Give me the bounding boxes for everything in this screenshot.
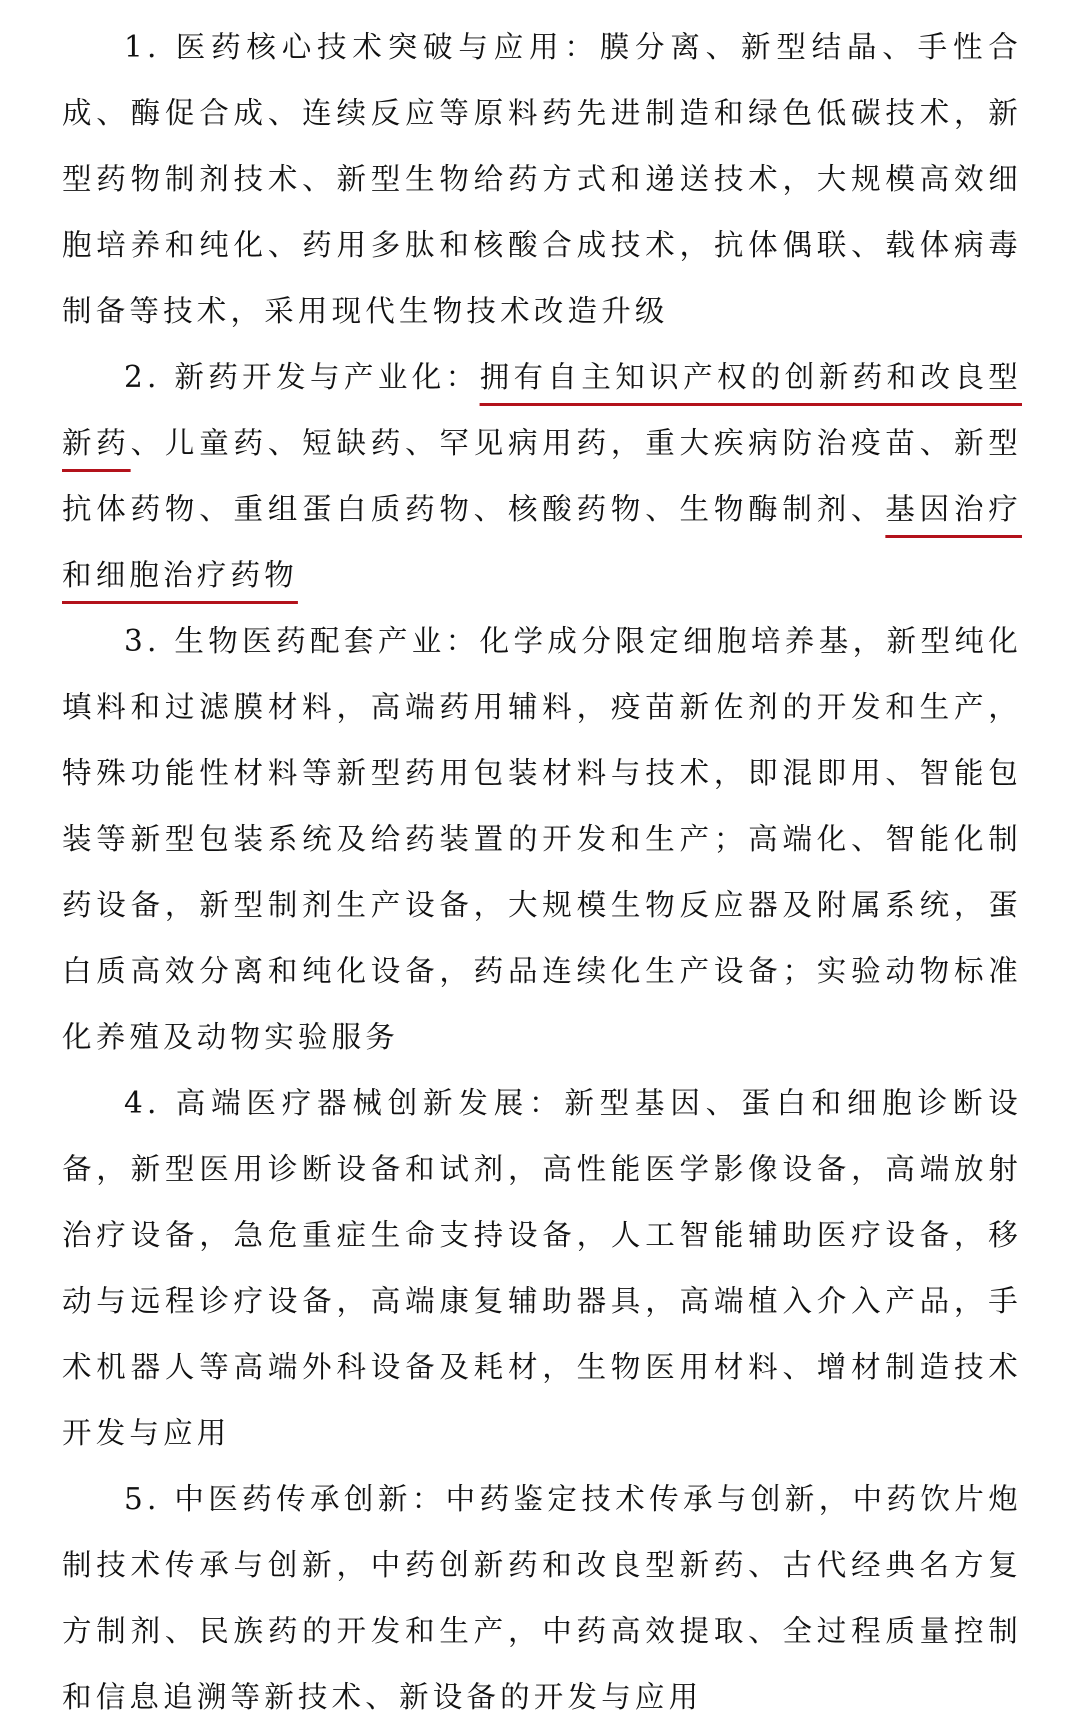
item-2-body: 、儿童药、短缺药、罕见病用药，重大疾病防治疫苗、新型抗体药物、重组蛋白质药物、核酸药物、生物酶制剂、: [62, 426, 1023, 526]
paragraph-item-3: [62, 608, 1022, 1070]
item-3-body: 化学成分限定细胞培养基，新型纯化填料和过滤膜材料，高端药用辅料，疫苗新佐剂的开发和生产，特殊功能性材料等新型药用包装材料与技术，即混即用、智能包装等新型包装系统及给药装置的开发和生产；高端化、智能化制药设备，新型制剂生产设备，大规模生物反应器及附属系统，蛋白质高效分离和纯化设备，药品连续化生产设备；实验动物标准化养殖及动物实验服务: [62, 624, 1022, 1054]
item-2-underlined-text-1: 拥有自主知识产权的创新药和改良型新药: [62, 360, 1022, 460]
item-4-body: 新型基因、蛋白和细胞诊断设备，新型医用诊断设备和试剂，高性能医学影像设备，高端放射治疗设备，急危重症生命支持设备，人工智能辅助医疗设备，移动与远程诊疗设备，高端康复辅助器具，高端植入介入产品，手术机器人等高端外科设备及耗材，生物医用材料、增材制造技术开发与应用: [62, 1086, 1022, 1450]
item-3-heading: 3. 生物医药配套产业：: [124, 624, 480, 658]
item-5-body: 中药鉴定技术传承与创新，中药饮片炮制技术传承与创新，中药创新药和改良型新药、古代经典名方复方制剂、民族药的开发和生产，中药高效提取、全过程质量控制和信息追溯等新技术、新设备的开发与应用: [62, 1482, 1022, 1714]
item-4-heading: 4. 高端医疗器械创新发展：: [124, 1086, 565, 1120]
paragraph-item-5: [62, 1466, 1022, 1730]
paragraph-item-4: [62, 1070, 1022, 1466]
item-1-body: 膜分离、新型结晶、手性合成、酶促合成、连续反应等原料药先进制造和绿色低碳技术，新型药物制剂技术、新型生物给药方式和递送技术，大规模高效细胞培养和纯化、药用多肽和核酸合成技术，抗体偶联、载体病毒制备等技术，采用现代生物技术改造升级: [62, 30, 1022, 328]
item-2-heading: 2. 新药开发与产业化：: [124, 360, 480, 394]
item-2-underlined-text-2: 基因治疗和细胞治疗药物: [62, 492, 1022, 592]
paragraph-item-2: [62, 344, 1022, 608]
document-page: [62, 14, 1022, 1730]
item-5-heading: 5. 中医药传承创新：: [124, 1482, 446, 1516]
item-1-heading: 1. 医药核心技术突破与应用：: [124, 30, 600, 64]
paragraph-item-1: [62, 14, 1022, 344]
